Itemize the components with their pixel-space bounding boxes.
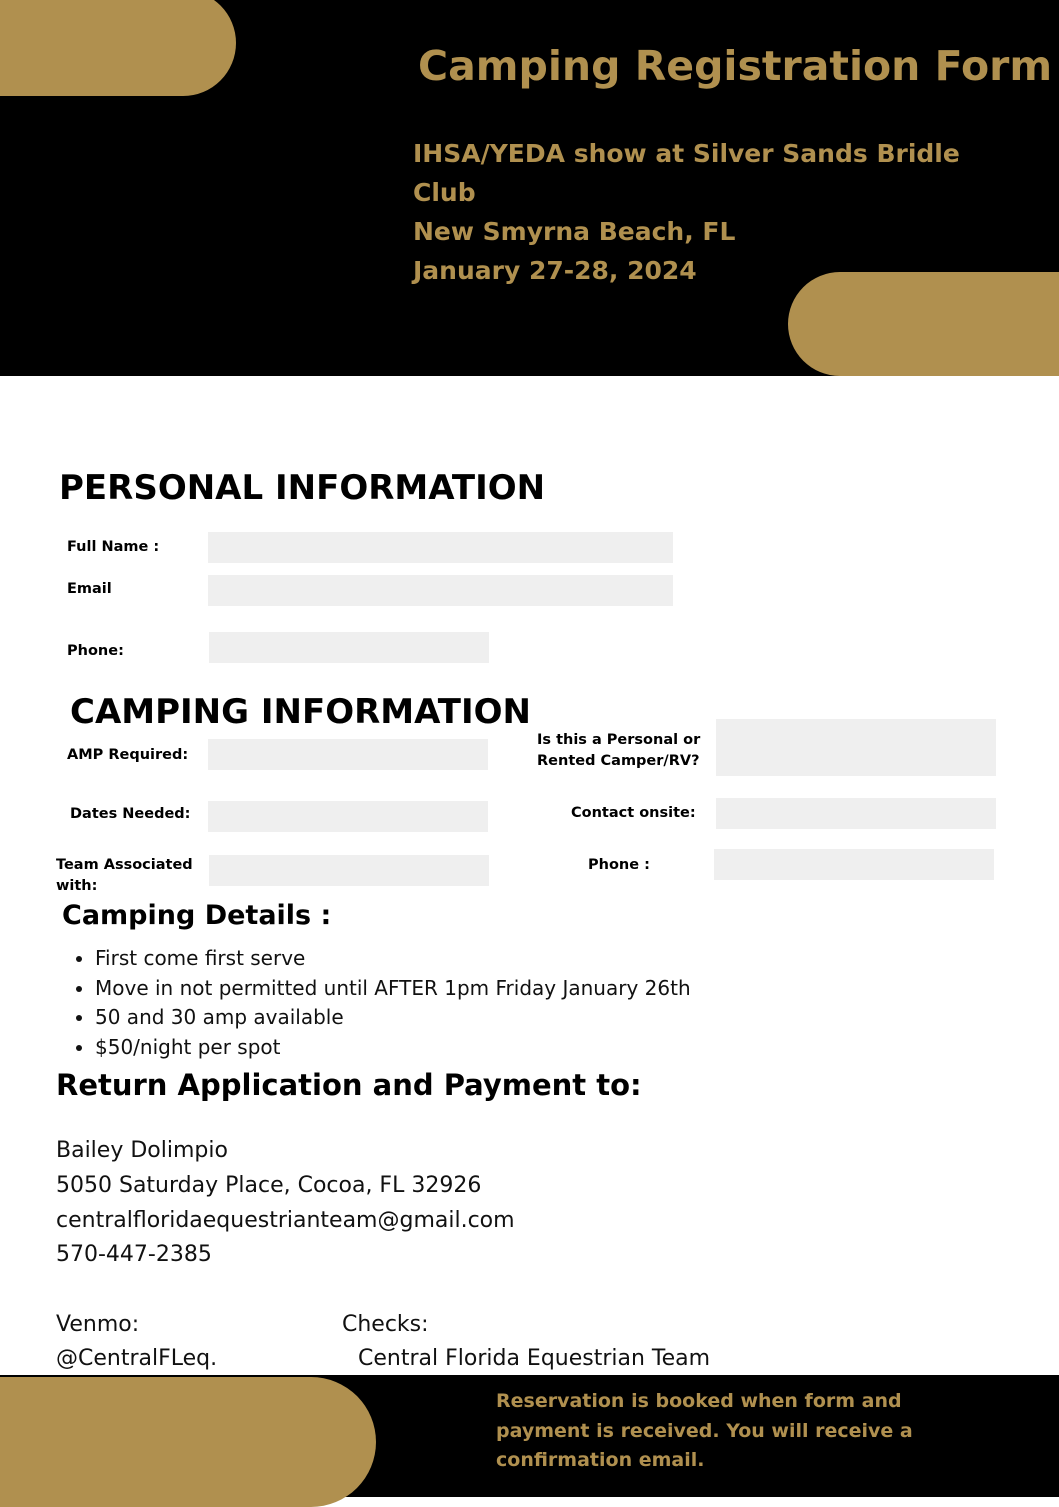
dates-needed-field[interactable] [208,801,488,832]
list-item: • 50 and 30 amp available [95,1003,691,1033]
contact-onsite-label: Contact onsite: [571,805,696,821]
reservation-notice-line: Reservation is booked when form and [496,1390,902,1412]
contact-phone-field[interactable] [714,849,994,880]
contact-email: centralfloridaequestrianteam@gmail.com [56,1208,515,1233]
event-subtitle [413,134,993,290]
checks-label: Checks: [342,1312,429,1337]
amp-required-field[interactable] [208,739,488,770]
reservation-notice [496,1387,1016,1476]
return-application-heading: Return Application and Payment to: [56,1068,642,1102]
event-location: New Smyrna Beach, FL [413,217,736,246]
contact-name: Bailey Dolimpio [56,1138,228,1163]
venmo-handle: @CentralFLeq. [56,1346,218,1371]
reservation-notice-line: payment is received. You will receive a [496,1419,913,1442]
email-label: Email [67,581,112,597]
camping-details-heading: Camping Details : [62,900,332,931]
phone-field[interactable] [209,632,489,663]
reservation-notice-line: confirmation email. [496,1449,705,1471]
camper-type-label [537,730,700,772]
personal-information-heading: PERSONAL INFORMATION [59,468,546,508]
contact-phone-label: Phone : [588,857,650,873]
dates-needed-label: Dates Needed: [70,806,191,822]
contact-phone: 570-447-2385 [56,1242,212,1267]
event-subtitle-line: Club [413,178,476,207]
venmo-label: Venmo: [56,1312,140,1337]
camping-information-heading: CAMPING INFORMATION [70,692,531,732]
decorative-gold-blob-top-left [0,0,236,96]
checks-payee: Central Florida Equestrian Team [358,1346,711,1371]
list-item: • First come first serve [95,944,691,974]
list-item: • Move in not permitted until AFTER 1pm Friday January 26th [95,974,691,1004]
full-name-field[interactable] [208,532,673,563]
team-associated-label [56,855,193,897]
team-associated-label-line: Team Associated [56,857,193,873]
amp-required-label: AMP Required: [67,747,189,763]
event-dates: January 27-28, 2024 [413,256,697,285]
camper-type-field[interactable] [716,719,996,776]
camping-details-list [56,944,691,1062]
email-field[interactable] [208,575,673,606]
list-item: • $50/night per spot [95,1033,691,1063]
phone-label: Phone: [67,643,124,659]
team-associated-label-line: with: [56,878,98,894]
camper-type-label-line: Is this a Personal or [537,732,701,748]
full-name-label: Full Name : [67,539,160,555]
contact-onsite-field[interactable] [716,798,996,829]
team-associated-field[interactable] [209,855,489,886]
camper-type-label-line: Rented Camper/RV? [537,753,700,769]
mailing-address: 5050 Saturday Place, Cocoa, FL 32926 [56,1173,482,1198]
decorative-gold-blob-bottom-left [0,1377,376,1507]
event-subtitle-line: IHSA/YEDA show at Silver Sands Bridle [413,139,960,168]
form-title: Camping Registration Form [418,42,1053,90]
